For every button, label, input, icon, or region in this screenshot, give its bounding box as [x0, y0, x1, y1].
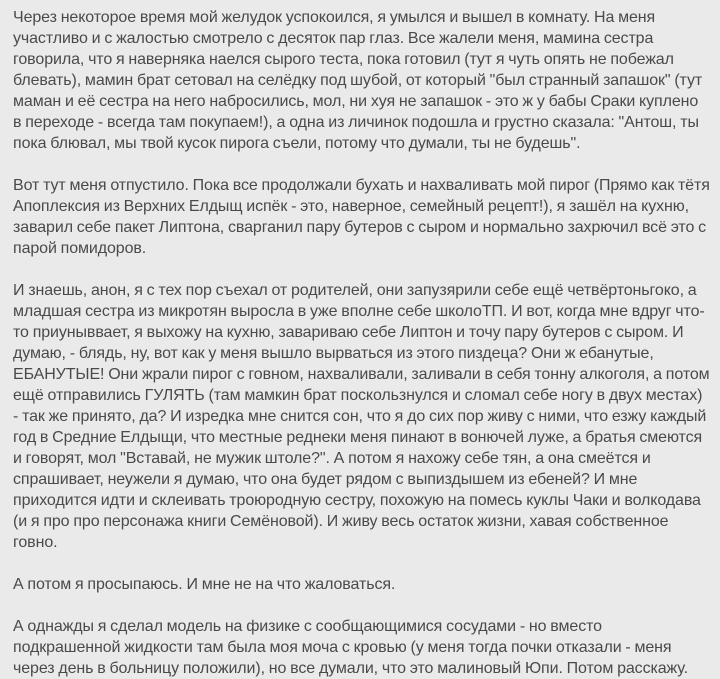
post-paragraph-4: А потом я просыпаюсь. И мне не на что жаловаться. [13, 576, 396, 593]
post-paragraph-1: Через некоторое время мой желудок успокоился, я умылся и вышел в комнату. На меня участливо и с жалостью смотрело с десяток пар глаз. Все жалели меня, мамина сестра говорила, что я наверняка наелся сырого теста, пока готовил (тут я чуть опять не побежал блевать), мамин брат сетовал на селёдку под шубой, от который "был странный запашок" (тут маман и её сестра на него набросились, мол, ни хуя не запашок - это ж у бабы Сраки куплено в переходе - всегда там покупаем!), а одна из личинок подошла и грустно сказала: "Антош, ты пока блювал, мы твой кусок пирога съели, потому что думали, ты не будешь". [13, 9, 703, 152]
post-paragraph-2: Вот тут меня отпустило. Пока все продолжали бухать и нахваливать мой пирог (Прямо как тётя Апоплексия из Верхних Елдыщ испёк - это, наверное, семейный рецепт!), я зашёл на кухню, заварил себе пакет Липтона, сварганил пару бутеров с сыром и нормально захрючил всё это с парой помидоров. [13, 177, 710, 257]
post-paragraph-5: А однажды я сделал модель на физике с сообщающимися сосудами - но вместо подкрашенной жидкости там была моя моча с кровью (у меня тогда почки отказали - меня через день в больницу положили), но все думали, что это малиновый Юпи. Потом расскажу. [13, 618, 688, 677]
post-paragraph-3: И знаешь, анон, я с тех пор съехал от родителей, они запузярили себе ещё четвёртоньгоко, а младшая сестра из микротян выросла в уже вполне себе школоТП. И вот, когда мне вдруг что-то приуныввает, я выхожу на кухню, завариваю себе Липтон и точу пару бутеров с сыром. И думаю, - блядь, ну, вот как у меня вышло вырваться из этого пиздеца? Они ж ебанутые, ЕБАНУТЫЕ! Они жрали пирог с говном, нахваливали, заливали в себя тонну алкоголя, а потом ещё отправились ГУЛЯТЬ (там мамкин брат поскользнулся и сломал себе ногу в двух местах) - так же принято, да? И изредка мне снится сон, что я до сих пор живу с ними, что езжу каждый год в Средние Елдыщи, что местные реднеки меня пинают в вонючей луже, а братья смеются и говорят, мол "Вставай, не мужик штоле?". А потом я нахожу себе тян, а она смеётся и спрашивает, неужели я думаю, что она будет рядом с выпиздышем из ебеней? И мне приходится идти и склеивать троюродную сестру, похожую на помесь куклы Чаки и волкодава (и я про про персонажа книги Семёновой). И живу весь остаток жизни, хавая собственное говно. [13, 282, 710, 551]
